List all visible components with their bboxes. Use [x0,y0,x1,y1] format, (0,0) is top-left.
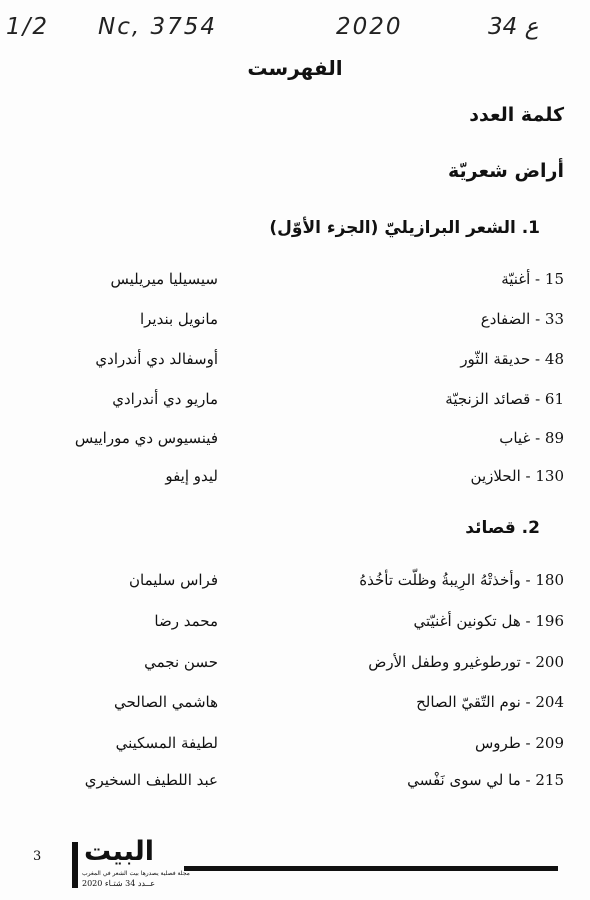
toc-entry [0,693,590,719]
footer-rule [184,866,558,871]
toc-entry [0,771,590,797]
handwritten-ref: Nc, 3754 [98,14,218,40]
entry-author: حسن نجمي [144,653,218,671]
footer-issue-line: عــدد 34 شتـاء 2020 [82,879,156,888]
handwritten-code: 1/2 [6,14,50,40]
toc-entry [0,310,590,336]
logo-bar [72,842,78,888]
entry-title: 200 - تورطوغيرو وطفل الأرض [368,653,564,671]
entry-author: عبد اللطيف السخيري [84,771,218,789]
entry-title: 33 - الضفادع [480,310,564,328]
heading-poetic-lands: أراض شعريّة [447,160,564,182]
page-number: 3 [33,849,42,864]
footer-masthead [72,836,558,892]
toc-entry [0,350,590,376]
footer-tagline: مجلة فصلية يصدرها بيت الشعر في المغرب [82,870,190,877]
toc-entry [0,734,590,760]
entry-author: ليدو إيفو [165,467,218,485]
entry-title: 215 - ما لي سوى نَفْسي [407,771,564,789]
entry-author: ماريو دي أندرادي [112,390,218,408]
entry-title: 180 - وأخذتْهُ الرِيبةُ وظلّت تأخُذهُ [359,571,564,589]
toc-entry [0,571,590,597]
entry-author: فراس سليمان [128,571,218,589]
entry-author: مانويل بنديرا [139,310,218,328]
toc-entry [0,270,590,296]
entry-author: هاشمي الصالحي [113,693,218,711]
entry-author: فينسيوس دي موراييس [74,429,218,447]
entry-title: 196 - هل تكونين أغنيّتي [413,612,564,630]
entry-title: 209 - طروس [474,734,564,752]
handwritten-issue: 34 ع [488,14,539,40]
toc-entry [0,467,590,493]
entry-author: محمد رضا [154,612,218,630]
toc-entry [0,390,590,416]
entry-title: 61 - قصائد الزنجيّة [445,390,564,408]
entry-title: 15 - أغنيّة [501,270,564,288]
toc-entry [0,612,590,638]
magazine-logo: البيت [84,836,155,867]
entry-title: 48 - حديقة الثّور [460,350,564,368]
section-heading-brazilian-poetry: 1. الشعر البرازيليّ (الجزء الأوّل) [269,218,540,238]
entry-author: سيسيليا ميريليس [110,270,218,288]
entry-title: 89 - غياب [499,429,564,447]
heading-word-of-issue: كلمة العدد [469,104,564,126]
entry-title: 130 - الحلازين [470,467,564,485]
section-heading-poems: 2. قصائد [465,518,540,538]
handwritten-year: 2020 [336,14,403,40]
entry-author: لطيفة المسكيني [115,734,218,752]
page-title: الفهرست [247,56,343,80]
toc-entry [0,653,590,679]
toc-entry [0,429,590,455]
entry-author: أوسفالد دي أندرادي [95,350,218,368]
entry-title: 204 - نوم التّقيّ الصالح [416,693,564,711]
